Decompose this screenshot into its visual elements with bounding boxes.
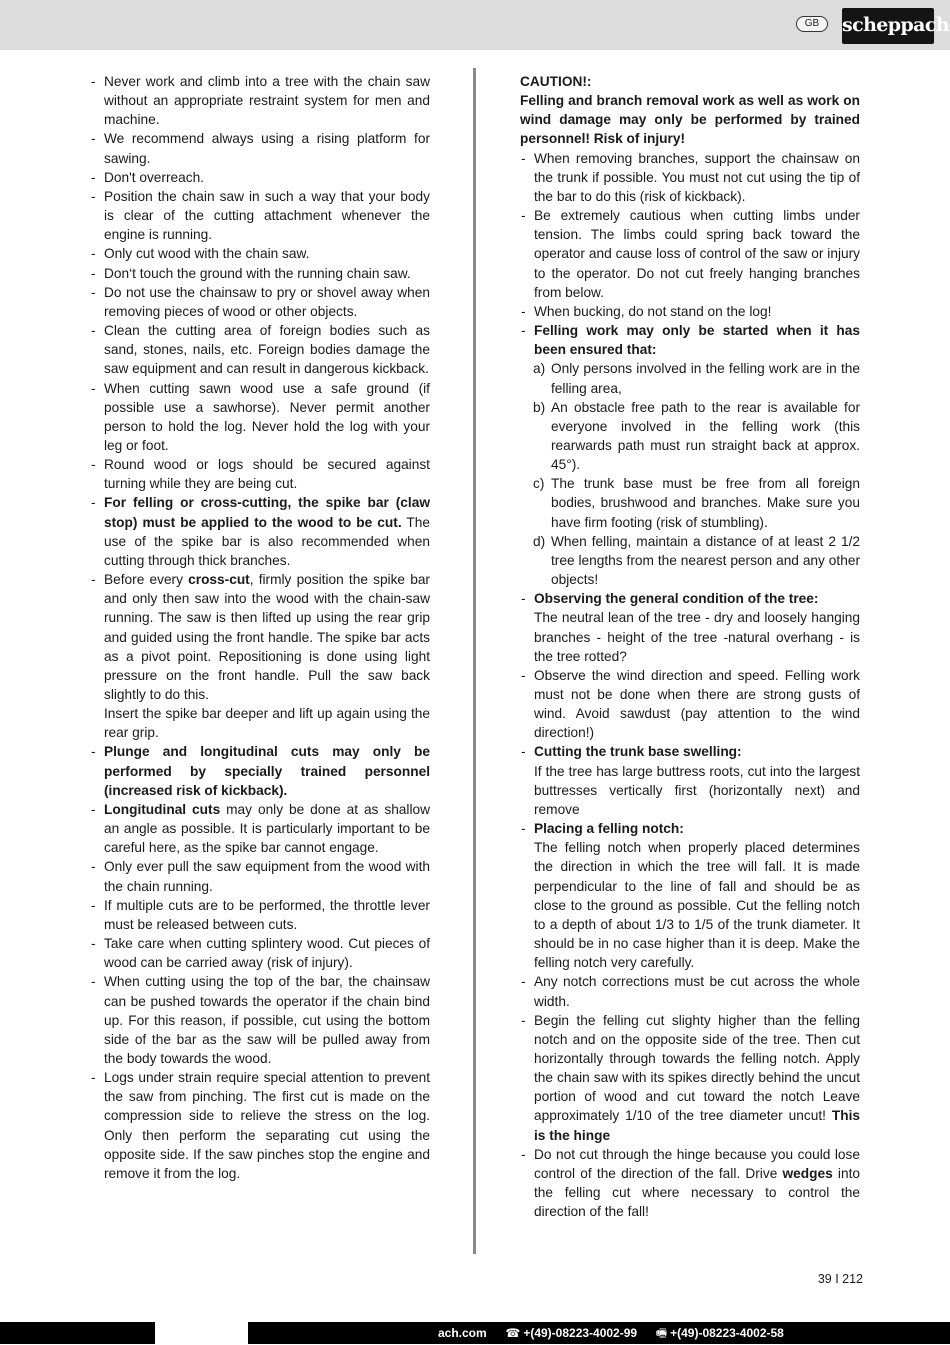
page-number: 39 I 212 [817, 1272, 863, 1286]
list-item [88, 244, 430, 263]
list-item [88, 168, 430, 187]
item-bold-text: CAUTION!: [520, 74, 592, 89]
sub-item-marker: a) [533, 361, 546, 377]
item-text: Position the chain saw in such a way that your body is clear of the cutting attachment whenever the engine is running. [104, 188, 430, 243]
fax-icon: 🖷 [655, 1326, 668, 1340]
phone-icon: ☎ [505, 1326, 521, 1340]
item-text: into the felling cut where necessary to control the direction of the fall! [534, 1165, 860, 1220]
item-text: Any notch corrections must be cut across the whole width. [534, 974, 860, 1009]
list-item [88, 379, 430, 456]
list-item [518, 321, 860, 359]
item-bold-text: For felling or cross-cutting, the spike bar (claw stop) must be applied to the wood to be cut. [104, 495, 430, 530]
list-item [518, 302, 860, 321]
item-text: Be extremely cautious when cutting limbs under tension. The limbs could spring back toward the operator and cause loss of control of the saw or injury to the operator. Do not cut freely hanging branches from below. [534, 208, 860, 300]
list-item [88, 283, 430, 321]
list-item [518, 1011, 860, 1145]
list-item [88, 129, 430, 167]
item-text: Only ever pull the saw equipment from the wood with the chain running. [104, 859, 430, 894]
item-text: Never work and climb into a tree with the chain saw without an appropriate restraint system for men and machine. [104, 74, 430, 128]
list-item [518, 149, 860, 206]
item-text: , firmly position the spike bar and only then saw into the wood with the chain-saw running. The saw is then lifted up using the rear grip and guided using the front handle. The spike bar acts as a pivot point. Repositioning is done using light pressure on the front handle. Pull the saw back slightly to do this. [104, 572, 430, 702]
paragraph [518, 72, 860, 91]
item-bold-text: wedges [782, 1165, 833, 1181]
item-text: Before every [104, 572, 189, 588]
list-item [88, 72, 430, 129]
list-item [518, 666, 860, 743]
list-item [88, 570, 430, 704]
item-bold-text: Longitudinal cuts [104, 801, 221, 817]
list-item [88, 857, 430, 895]
item-text: may only be done at as shallow an angle as possible. It is particularly important to be careful here, as the spike bar cannot engage. [104, 801, 430, 856]
footer-fax: +(49)-08223-4002-58 [670, 1326, 784, 1340]
list-item [88, 1068, 430, 1183]
item-text: When bucking, do not stand on the log! [534, 303, 772, 319]
item-text: The trunk base must be free from all foreign bodies, brushwood and branches. Make sure you have firm footing (risk of stumbling). [551, 476, 860, 530]
list-item [88, 972, 430, 1068]
list-item [518, 819, 860, 838]
paragraph [88, 704, 430, 742]
page-header [0, 0, 950, 50]
item-text: Only cut wood with the chain saw. [104, 246, 310, 262]
item-text: We recommend always using a rising platform for sawing. [104, 131, 430, 166]
item-text: Logs under strain require special attention to prevent the saw from pinching. The first cut is made on the compression side to relieve the stress on the log. Only then perform the separating cut using the opposite side. If the saw pinches stop the engine and remove it from the log. [104, 1070, 430, 1181]
paragraph [518, 608, 860, 665]
sub-list-item [518, 474, 860, 531]
item-text: When removing branches, support the chainsaw on the trunk if possible. You must not cut using the tip of the bar to do this (risk of kickback). [534, 150, 860, 204]
list-item [88, 896, 430, 934]
sub-item-marker: d) [533, 533, 546, 549]
list-item [88, 187, 430, 244]
list-item [88, 321, 430, 378]
sub-list-item [518, 532, 860, 589]
list-item [88, 455, 430, 493]
list-item [88, 742, 430, 799]
sub-item-marker: c) [533, 476, 545, 492]
list-item [88, 493, 430, 570]
item-text: When cutting using the top of the bar, the chainsaw can be pushed towards the operator if the chain bind up. For this reason, if possible, cut using the bottom side of the bar as the saw will be pulled away from the body towards the wood. [104, 974, 430, 1066]
item-bold-text: Placing a felling notch: [534, 821, 684, 837]
item-text: Only persons involved in the felling work are in the felling area, [551, 361, 860, 396]
list-item [518, 206, 860, 302]
item-text: If multiple cuts are to be performed, the throttle lever must be released between cuts. [104, 897, 430, 932]
sub-item-marker: b) [533, 399, 546, 415]
paragraph [518, 762, 860, 819]
list-item [88, 800, 430, 857]
brand-logo: scheppach [842, 8, 934, 44]
footer-phone: +(49)-08223-4002-99 [523, 1326, 638, 1340]
item-text: When cutting sawn wood use a safe ground (if possible use a sawhorse). Never permit another person to hold the log. Never hold the log with your leg or foot. [104, 380, 430, 453]
list-item [88, 934, 430, 972]
page-footer [0, 1322, 950, 1344]
list-item [518, 972, 860, 1010]
item-text: Do not use the chainsaw to pry or shovel away when removing pieces of wood or other objects. [104, 284, 430, 319]
item-bold-text: cross-cut [188, 572, 250, 588]
item-text: The neutral lean of the tree - dry and loosely hanging branches - height of the tree -natural overhang - is the tree rotted? [534, 610, 860, 664]
footer-contact [438, 1325, 784, 1341]
left-column [88, 72, 430, 1183]
item-text: The use of the spike bar is also recommended when cutting through thick branches. [104, 514, 430, 568]
item-text: The felling notch when properly placed determines the direction in which the tree will fall. It is made perpendicular to the line of fall and should be as close to the ground as possible. Cut the felling notch to a depth of about 1/3 to 1/5 of the trunk diameter. It should be in no case higher than it is deep. Make the felling notch very carefully. [534, 840, 860, 971]
list-item [518, 1145, 860, 1222]
item-text: Begin the felling cut slighty higher than the felling notch and on the opposite side of the tree. Then cut horizontally through towards the felling notch. Apply the chain saw with its spikes directly behind the uncut portion of wood and cut toward the notch Leave approximately 1/10 of the tree diameter uncut! [534, 1012, 860, 1124]
item-bold-text: Felling work may only be started when it has been ensured that: [534, 323, 860, 358]
item-text: When felling, maintain a distance of at least 2 1/2 tree lengths from the nearest person and any other objects! [551, 533, 860, 588]
item-text: Take care when cutting splintery wood. Cut pieces of wood can be carried away (risk of injury). [104, 936, 430, 971]
sub-list-item [518, 398, 860, 475]
item-bold-text: This is the hinge [534, 1108, 860, 1143]
paragraph [518, 838, 860, 972]
item-bold-text: Plunge and longitudinal cuts may only be performed by specially trained personnel (increased risk of kickback). [104, 744, 430, 798]
item-text: Don‘t touch the ground with the running chain saw. [104, 265, 411, 281]
right-column [518, 72, 860, 1221]
footer-gap [155, 1322, 248, 1344]
list-item [518, 742, 860, 761]
language-badge: GB [796, 16, 828, 32]
list-item [518, 589, 860, 608]
item-text: Clean the cutting area of foreign bodies such as sand, stones, nails, etc. Foreign bodies damage the saw equipment and can result in dangerous kickback. [104, 323, 430, 377]
column-divider [473, 68, 476, 1254]
footer-website: ach.com [438, 1326, 487, 1340]
item-text: Don't overreach. [104, 169, 204, 185]
item-bold-text: Observing the general condition of the tree: [534, 591, 819, 607]
list-item [88, 264, 430, 283]
item-text: Round wood or logs should be secured against turning while they are being cut. [104, 457, 430, 492]
item-bold-text: Cutting the trunk base swelling: [534, 744, 742, 760]
item-text: Do not cut through the hinge because you could lose control of the direction of the fall. Drive [534, 1146, 860, 1181]
item-bold-text: Felling and branch removal work as well as work on wind damage may only be performed by trained personnel! Risk of injury! [520, 93, 860, 147]
item-text: Insert the spike bar deeper and lift up again using the rear grip. [104, 706, 430, 741]
sub-list-item [518, 359, 860, 397]
item-text: Observe the wind direction and speed. Felling work must not be done when there are strong gusts of wind. Avoid sawdust (pay attention to the wind direction!) [534, 667, 860, 741]
paragraph [518, 91, 860, 148]
item-text: If the tree has large buttress roots, cut into the largest buttresses vertically first (horizontally next) and remove [534, 763, 860, 817]
item-text: An obstacle free path to the rear is available for everyone involved in the felling work (this rearwards path must run straight back at approx. 45°). [551, 399, 860, 473]
